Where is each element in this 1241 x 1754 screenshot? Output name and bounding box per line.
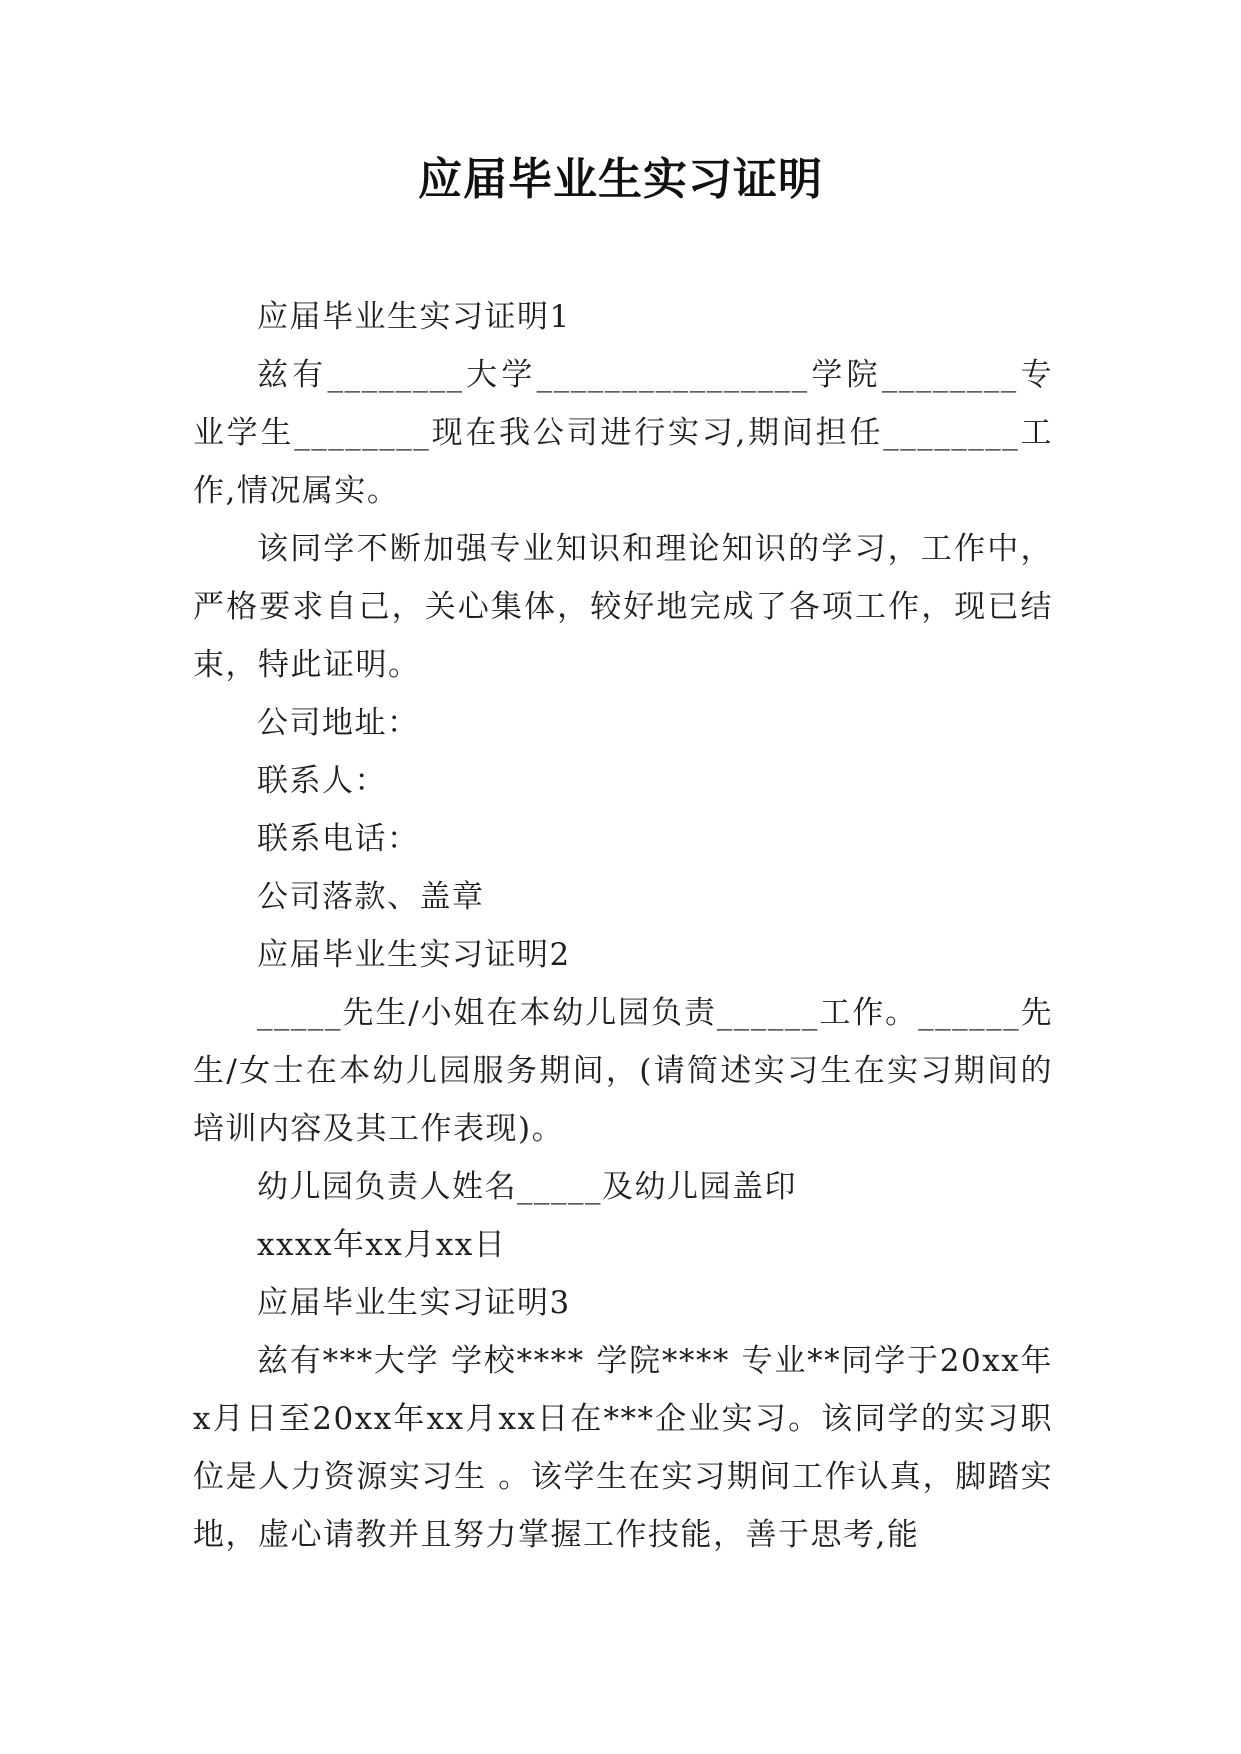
company-seal-label: 公司落款、盖章 <box>257 879 485 915</box>
company-address-label: 公司地址： <box>257 705 420 741</box>
document-body <box>193 288 1053 1564</box>
certificate-2-statement: _____先生/小姐在本幼儿园负责______工作。______先生/女士在本幼儿园服务期间，(请简述实习生在实习期间的培训内容及其工作表现)。 <box>193 995 1053 1147</box>
certificate-3-statement: 兹有***大学 学校**** 学院**** 专业**同学于20xx年x月日至20xx年xx月xx日在***企业实习。该同学的实习职位是人力资源实习生 。该学生在实习期间工作认真，脚踏实地，虚心请教并且努力掌握工作技能，善于思考,能 <box>193 1343 1053 1553</box>
section-heading-3: 应届毕业生实习证明3 <box>257 1285 571 1321</box>
document-title: 应届毕业生实习证明 <box>418 154 823 205</box>
certificate-1-statement: 兹有________大学________________学院________专业学生________现在我公司进行实习,期间担任________工作,情况属实。 <box>193 357 1053 509</box>
section-heading-2: 应届毕业生实习证明2 <box>257 937 571 973</box>
contact-phone-label: 联系电话： <box>257 821 420 857</box>
section-heading-1: 应届毕业生实习证明1 <box>257 299 571 335</box>
kindergarten-signature-line: 幼儿园负责人姓名_____及幼儿园盖印 <box>257 1169 797 1205</box>
date-line: xxxx年xx月xx日 <box>257 1227 507 1263</box>
contact-person-label: 联系人： <box>257 763 387 799</box>
certificate-1-evaluation: 该同学不断加强专业知识和理论知识的学习，工作中，严格要求自己，关心集体，较好地完成了各项工作，现已结束，特此证明。 <box>193 531 1053 683</box>
